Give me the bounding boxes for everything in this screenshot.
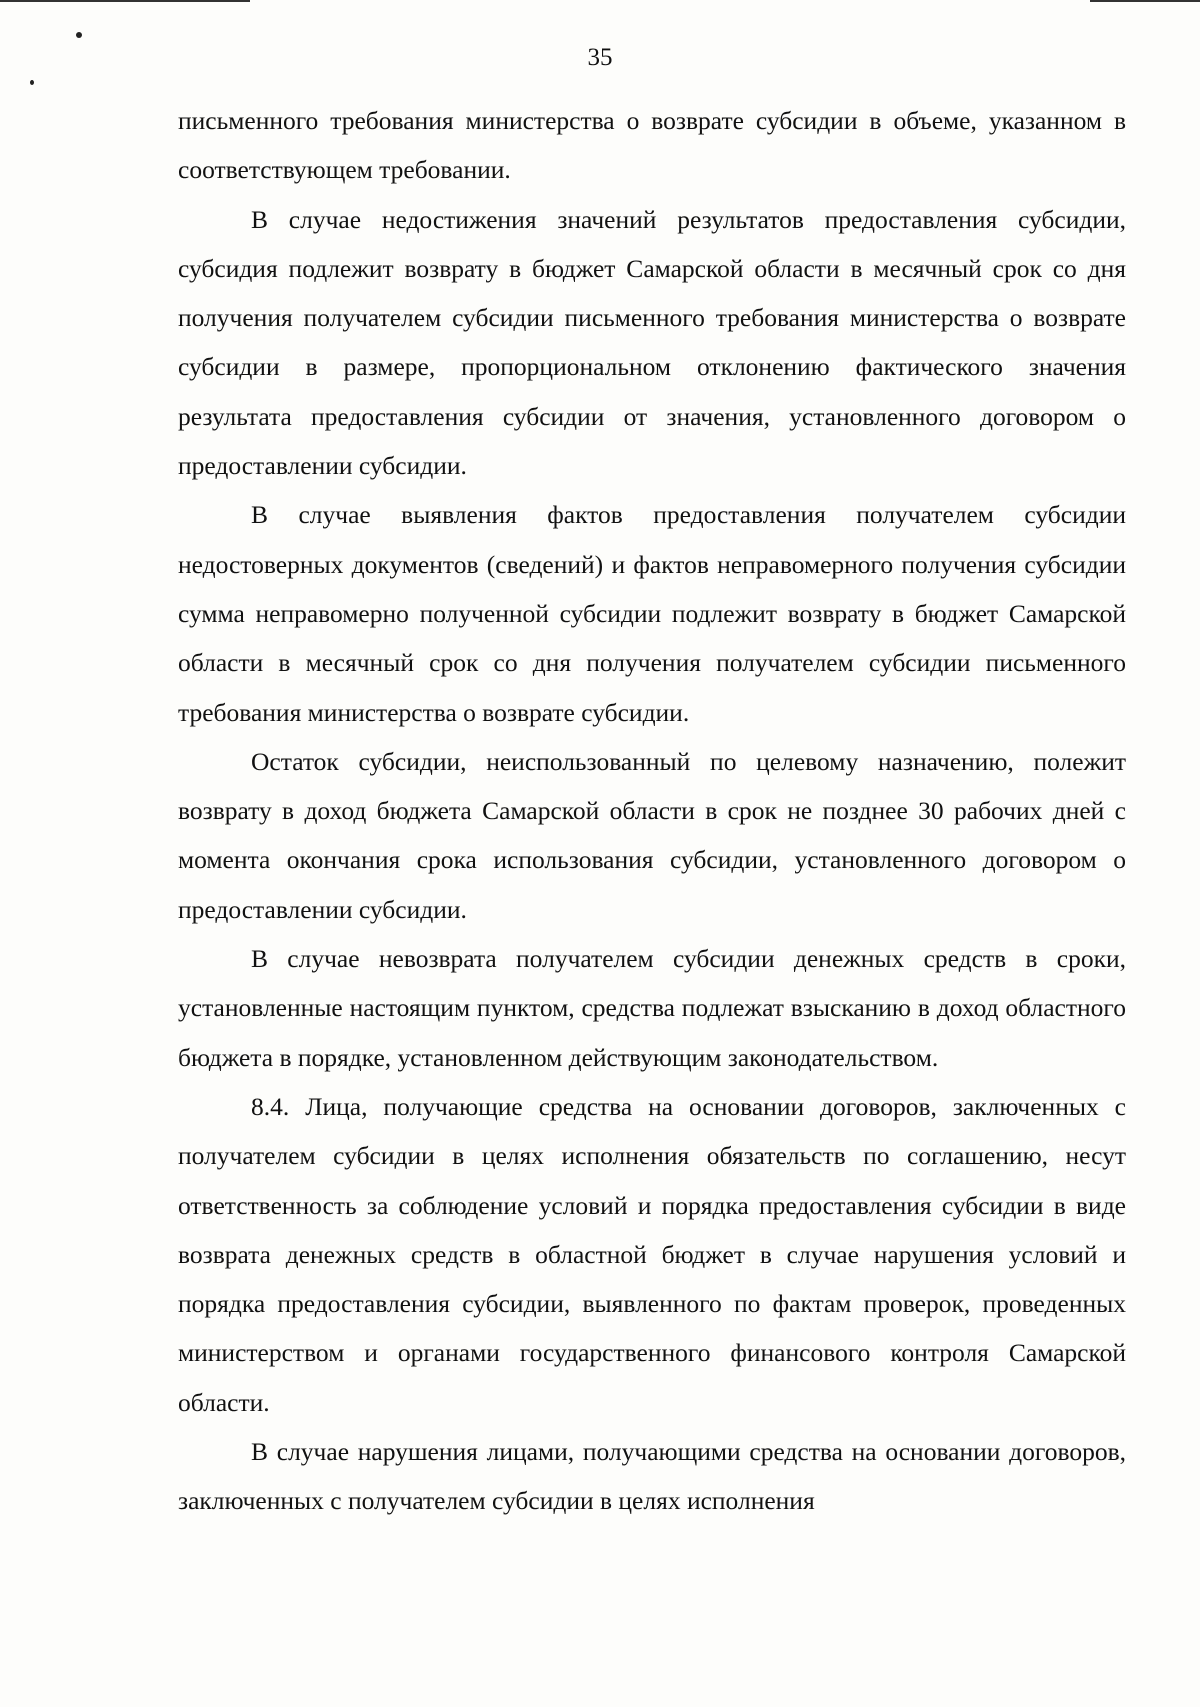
scan-speck bbox=[76, 32, 82, 38]
paragraph: В случае невозврата получателем субсидии денежных средств в сроки, установленные настоящим пунктом, средства подлежат взысканию в доход областного бюджета в порядке, установленном действующим законодательством. bbox=[178, 944, 1126, 1072]
paragraph: В случае выявления фактов предоставления получателем субсидии недостоверных документов (сведений) и фактов неправомерного получения субсидии сумма неправомерно полученной субсидии подлежит возврату в бюджет Самарской области в месячный срок со дня получения получателем субсидии письменного требования министерства о возврате субсидии. bbox=[178, 500, 1126, 727]
page-number: 35 bbox=[587, 44, 613, 71]
paragraph: В случае недостижения значений результатов предоставления субсидии, субсидия подлежит возврату в бюджет Самарской области в месячный срок со дня получения получателем субсидии письменного требования министерства о возврате субсидии в размере, пропорциональном отклонению фактического значения результата предоставления субсидии от значения, установленного договором о предоставлении субсидии. bbox=[178, 204, 1126, 481]
paragraph-continuation: письменного требования министерства о возврате субсидии в объеме, указанном в соответствующем требовании. bbox=[178, 106, 1126, 185]
paragraph: Остаток субсидии, неиспользованный по целевому назначению, полежит возврату в доход бюджета Самарской области в срок не позднее 30 рабочих дней с момента окончания срока использования субсидии, установленного договором о предоставлении субсидии. bbox=[178, 746, 1126, 924]
scan-speck bbox=[30, 80, 34, 85]
paragraph: В случае нарушения лицами, получающими средства на основании договоров, заключенных с получателем субсидии в целях исполнения bbox=[178, 1437, 1126, 1516]
scan-edge-left bbox=[0, 0, 250, 2]
paragraph-clause-8-4: 8.4. Лица, получающие средства на основании договоров, заключенных с получателем субсидии в целях исполнения обязательств по соглашению, несут ответственность за соблюдение условий и порядка предоставления субсидии в виде возврата денежных средств в областной бюджет в случае нарушения условий и порядка предоставления субсидии, выявленного по фактам проверок, проведенных министерством и органами государственного финансового контроля Самарской области. bbox=[178, 1091, 1126, 1417]
body-text bbox=[178, 96, 1126, 1526]
scan-edge-right bbox=[1090, 0, 1200, 2]
